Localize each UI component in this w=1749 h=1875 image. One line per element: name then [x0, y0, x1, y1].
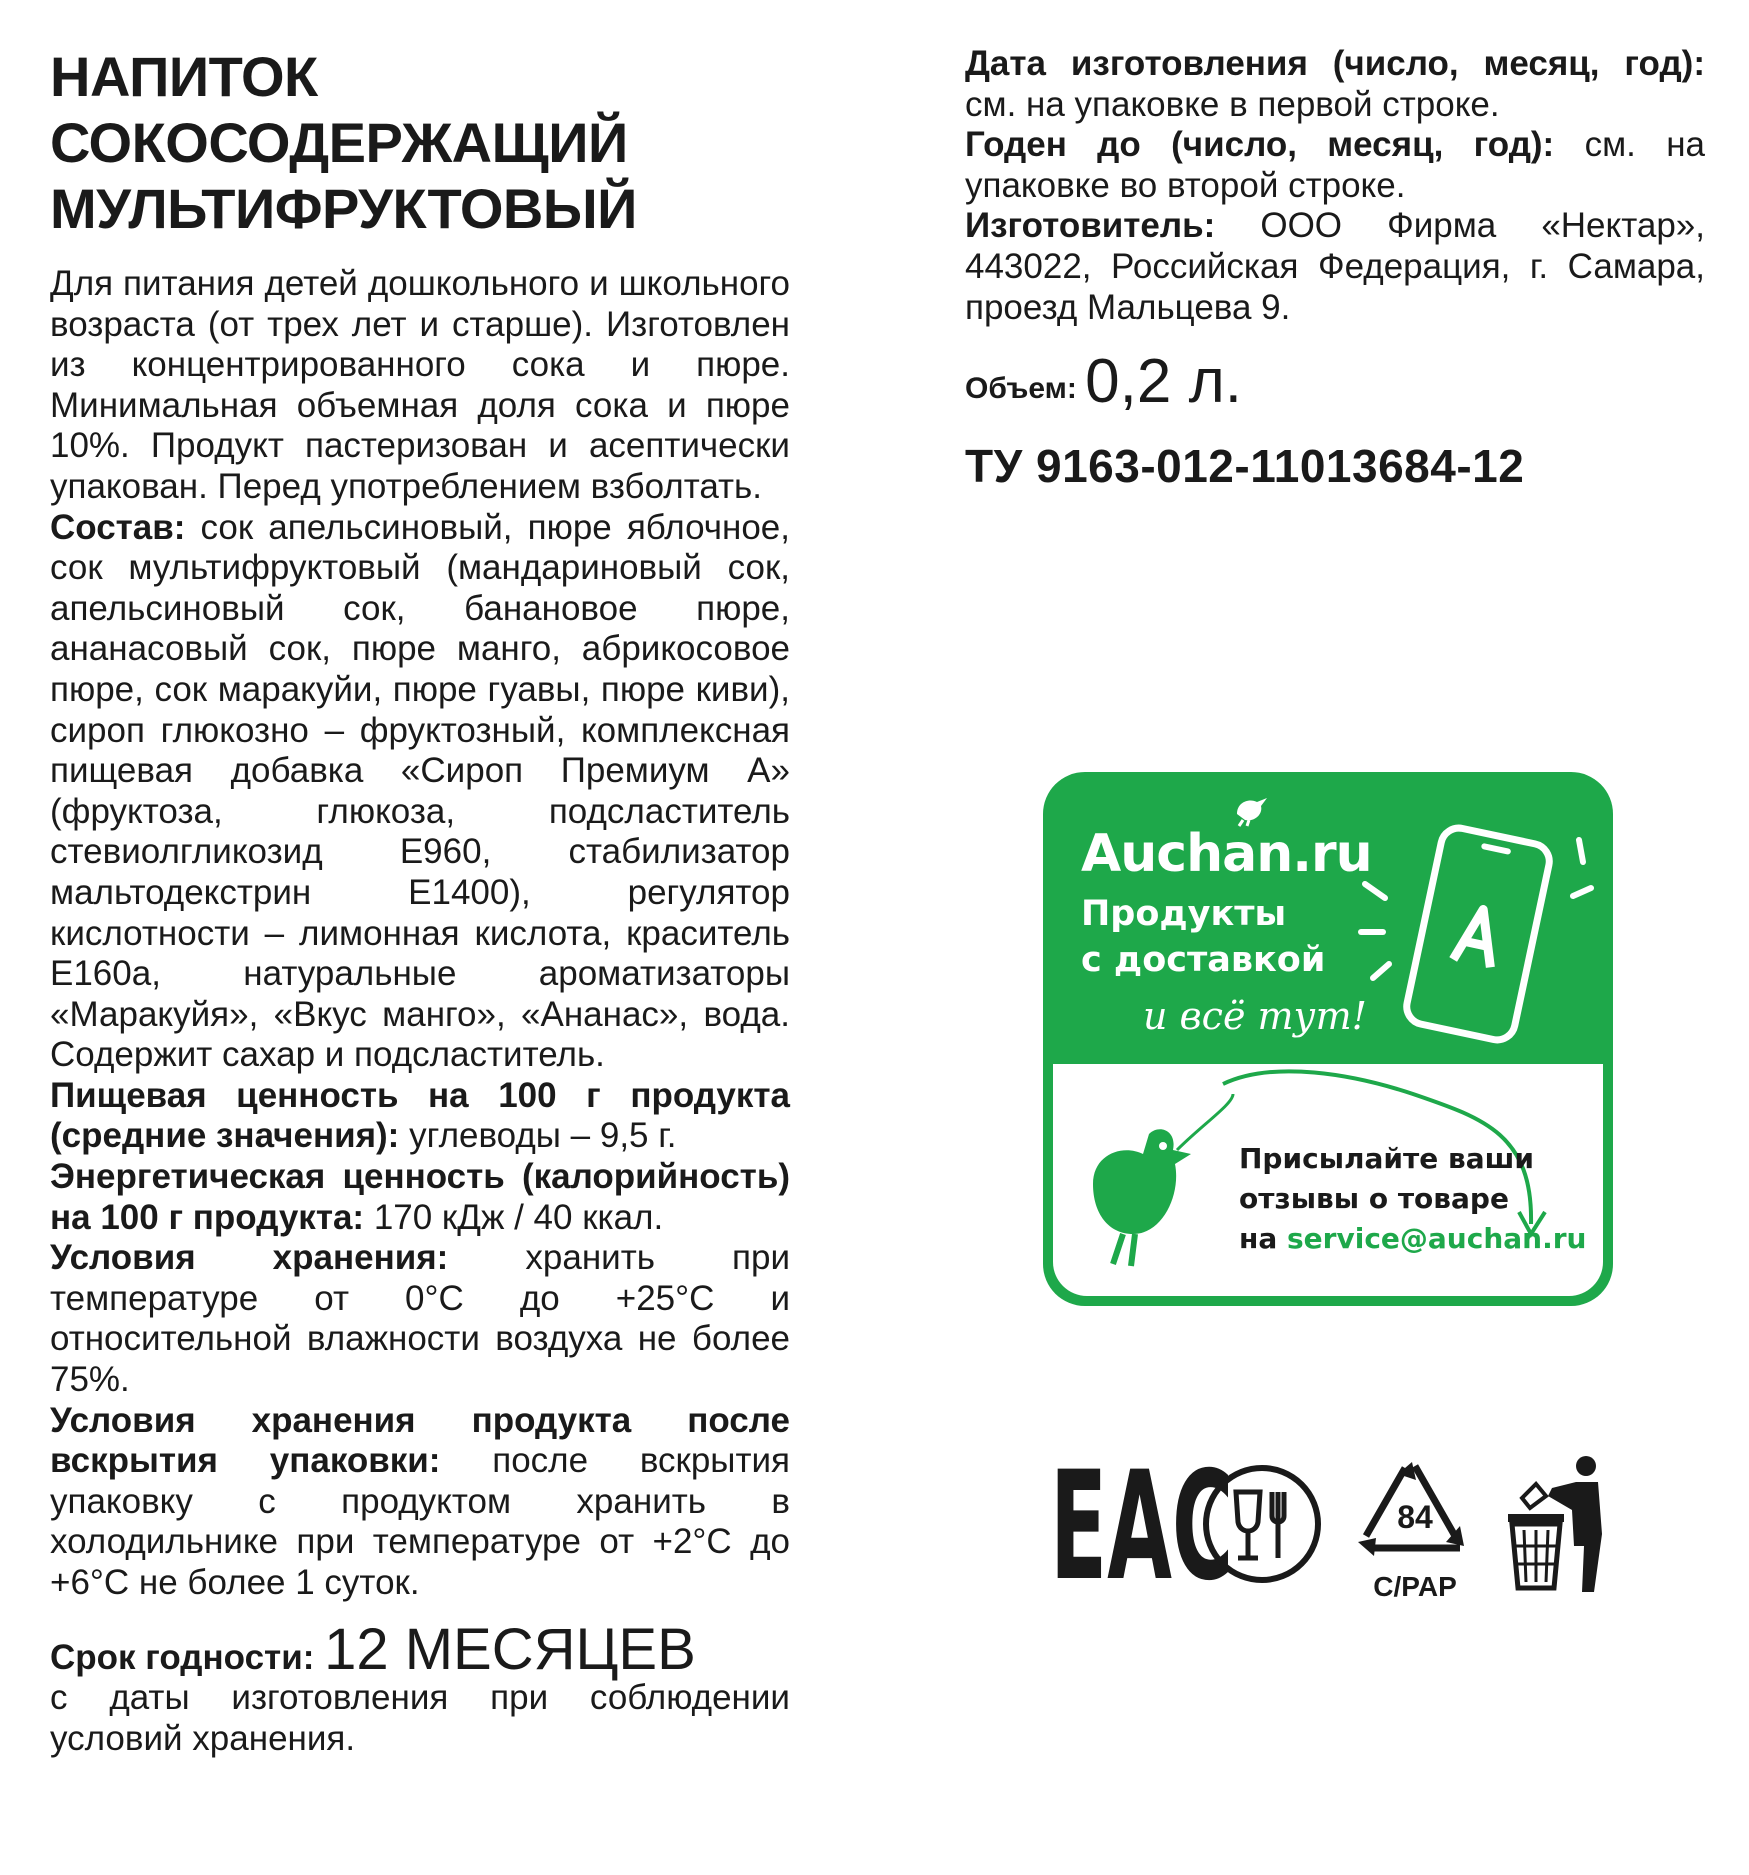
- eac-text: ЕАС: [1050, 1439, 1234, 1615]
- feedback-line-3: [1239, 1219, 1586, 1259]
- composition: [50, 508, 790, 1076]
- storage-opened-text: после вскрытия упаковку с продуктом хранить в холодильнике при температуре от +2°С до +6°С не более 1 суток.: [50, 1441, 790, 1602]
- best-before: [965, 125, 1705, 206]
- manufacturer-text: ООО Фирма «Нектар», 443022, Российская Федерация, г. Самара, проезд Мальцева 9.: [965, 206, 1705, 327]
- promo-line-1: Продукты: [1081, 894, 1287, 934]
- storage-opened-label: Условия хранения продукта после вскрытия упаковки:: [50, 1400, 790, 1481]
- recycle-material: C/PAP: [1373, 1571, 1457, 1602]
- production-date-text: см. на упаковке в первой строке.: [965, 84, 1500, 124]
- energy-label: Энергетическая ценность (калорийность) на 100 г продукта:: [50, 1157, 790, 1237]
- volume-value: 0,2 л.: [1085, 347, 1242, 417]
- feedback-line-1: Присылайте ваши: [1239, 1142, 1534, 1175]
- best-before-text: см. на упаковке во второй строке.: [965, 125, 1705, 205]
- feedback-line-2: отзывы о товаре: [1239, 1182, 1509, 1215]
- recycle-icon: [1350, 1456, 1480, 1606]
- product-title: [50, 44, 790, 242]
- feedback-text: [1239, 1139, 1586, 1259]
- sparkle-lines-icon: [1043, 772, 1613, 1064]
- feedback-prefix: на: [1239, 1222, 1278, 1255]
- brand-name: Auchan.ru: [1081, 824, 1372, 884]
- shelf-life: [50, 1616, 790, 1760]
- storage-opened: [50, 1401, 790, 1604]
- left-column: [50, 44, 790, 1759]
- dates-manufacturer: [965, 44, 1705, 328]
- nutrition-label: Пищевая ценность на 100 г продукта (средние значения):: [50, 1075, 790, 1156]
- storage-label: Условия хранения:: [50, 1238, 449, 1278]
- storage-text: хранить при температуре от 0°С до +25°С и относительной влажности воздуха не более 75%.: [50, 1238, 790, 1400]
- trash-bin-icon: [1500, 1454, 1620, 1594]
- eac-mark-icon: [1050, 1439, 1234, 1615]
- promo-top: [1043, 772, 1613, 1064]
- nutrition: [50, 1076, 790, 1157]
- recycle-code: 84: [1397, 1499, 1433, 1535]
- energy-text: 170 кДж / 40 ккал.: [373, 1197, 664, 1237]
- production-date: [965, 44, 1705, 125]
- manufacturer: [965, 206, 1705, 328]
- composition-text: сок апельсиновый, пюре яблочное, сок мультифруктовый (мандариновый сок, апельсиновый сок, банановое пюре, ананасовый сок, пюре манго, абрикосовое пюре, сок маракуйи, пюре гуавы, пюре киви), сироп глюкозно – фруктозный, комплексная пищевая добавка «Сироп Премиум А» (фруктоза, глюкоза, подсластитель стевиолгликозид Е960, стабилизатор мальтодекстрин Е1400), регулятор кислотности – лимонная кислота, краситель Е160а, натуральные ароматизаторы «Маракуйя», «Вкус манго», «Ананас», вода. Содержит сахар и подсластитель.: [50, 507, 790, 1075]
- best-before-label: Годен до (число, месяц, год):: [965, 125, 1555, 165]
- composition-label: Состав:: [50, 507, 186, 547]
- product-description: [50, 264, 790, 1604]
- title-line-1: НАПИТОК: [50, 45, 318, 108]
- energy: [50, 1157, 790, 1238]
- nutrition-text: углеводы – 9,5 г.: [409, 1116, 677, 1156]
- promo-feedback: [1053, 1064, 1603, 1296]
- manufacturer-label: Изготовитель:: [965, 206, 1216, 246]
- right-column: [965, 44, 1705, 493]
- auchan-promo-block: [1043, 772, 1613, 1306]
- shelf-life-text: с даты изготовления при соблюдении условий хранения.: [50, 1678, 790, 1758]
- volume-label: Объем:: [965, 372, 1077, 406]
- food-contact-icon: [1200, 1462, 1324, 1586]
- title-line-3: МУЛЬТИФРУКТОВЫЙ: [50, 177, 637, 240]
- tu-code: ТУ 9163-012-11013684-12: [965, 440, 1525, 493]
- production-date-label: Дата изготовления (число, месяц, год):: [965, 44, 1705, 83]
- feedback-email-link[interactable]: service@auchan.ru: [1287, 1222, 1587, 1255]
- volume: [965, 346, 1705, 417]
- title-line-2: СОКОСОДЕРЖАЩИЙ: [50, 111, 628, 174]
- shelf-life-value: 12 МЕСЯЦЕВ: [324, 1616, 696, 1682]
- storage: [50, 1238, 790, 1400]
- shelf-life-label: Срок годности:: [50, 1637, 315, 1677]
- promo-line-2: с доставкой: [1081, 940, 1326, 980]
- intro-text: Для питания детей дошкольного и школьного возраста (от трех лет и старше). Изготовлен из концентрированного сока и пюре. Минимальная объемная доля сока и пюре 10%. Продукт пастеризован и асептически упакован. Перед употреблением взболтать.: [50, 264, 790, 506]
- promo-slogan: и всё тут!: [1143, 994, 1367, 1038]
